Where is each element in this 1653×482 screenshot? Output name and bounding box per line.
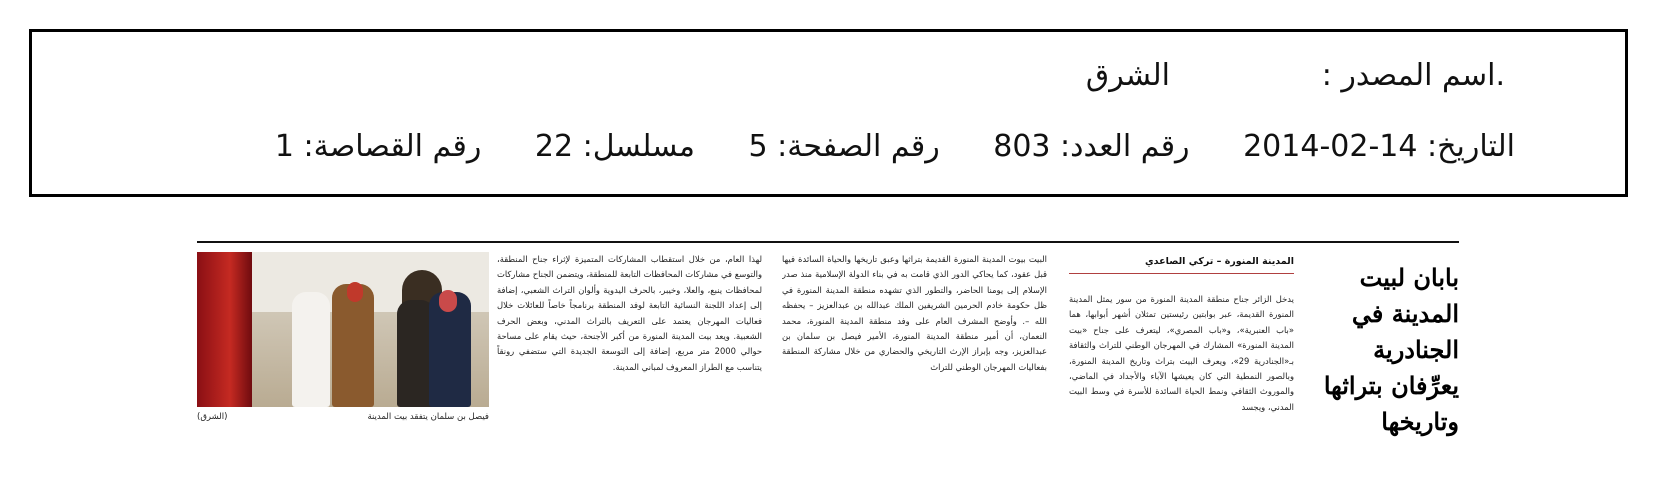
article-byline: المدينة المنورة – تركي الصاعدي [1069, 256, 1294, 274]
source-name: الشرق [1085, 58, 1170, 93]
metadata-row [231, 129, 1515, 165]
photo-credit: (الشرق) [197, 412, 228, 422]
date-field: التاريخ: 14-02-2014 [1243, 129, 1515, 164]
serial-field: مسلسل: 22 [534, 129, 695, 164]
article-photo [197, 252, 489, 407]
page-field: رقم الصفحة: 5 [748, 129, 940, 164]
divider [197, 241, 1459, 243]
source-label: .اسم المصدر : [1321, 58, 1505, 93]
article-column-1: يدخل الزائر جناح منطقة المدينة المنورة من سور يمثل المدينة المنورة القديمة، عبر بوابتين رئيستين تمثلان أشهر أبوابها، هما «باب العنبرية»، و«باب المصري»، ليتعرف على جناح «بيت المدينة المنورة» المشارك في المهرجان الوطني للتراث والثقافة بـ«الجنادرية 29»، ويعرف البيت بتراث وتاريخ المدينة المنورة، وبالصور النمطية التي كان يعيشها الآباء والأجداد في الماضي، والموروث الثقافي ونمط الحياة السائدة للأسرة في وسط البيت المدني، ويجسد [1069, 294, 1294, 412]
article-column-3: لهذا العام، من خلال استقطاب المشاركات المتميزة لإثراء جناح المنطقة، والتوسع في مشاركات المحافظات التابعة للمنطقة، ويتضمن الجناح مشاركات لمحافظات ينبع، والعلا، وخيبر، بالحرف اليدوية وألوان التراث الشعبي، إضافة إلى إعداد اللجنة النسائية التابعة لوفد المنطقة برنامجاً خاصاً للعائلات خلال فعاليات المهرجان يعتمد على التعريف بالتراث المدني، وبعض الحرف الشعبية. ويعد بيت المدينة المنورة من أكبر الأجنحة، حيث يقام على مساحة حوالي 2000 متر مربع، إضافة إلى التوسعة الجديدة التي ستضفي رونقاً يتناسب مع الطراز المعروف لمباني المدينة. [497, 254, 762, 372]
photo-caption-row [197, 412, 489, 422]
issue-field: رقم العدد: 803 [993, 129, 1190, 164]
clip-field: رقم القصاصة: 1 [274, 129, 482, 164]
article-headline: بابان لبيت المدينة في الجنادرية يعرِّفان بتراثها وتاريخها [1323, 263, 1459, 436]
article-column-2: البيت بيوت المدينة المنورة القديمة بتراثها وعبق تاريخها والحياة السائدة فيها قبل عقود، كما يحاكي الدور الذي قامت به في بناء الدولة الإسلامية منذ صدر الإسلام إلى يومنا الحاضر، والتطور الذي تشهده منطقة المدينة المنورة في ظل حكومة خادم الحرمين الشريفين الملك عبدالله بن عبدالعزيز – يحفظه الله –. وأوضح المشرف العام على وفد منطقة المدينة المنورة، محمد النعمان، أن أمير منطقة المدينة المنورة، الأمير فيصل بن سلمان بن عبدالعزيز، وجه بإبراز الإرث التاريخي والحضاري من خلال مشاركة المنطقة بفعاليات المهرجان الوطني للتراث [782, 254, 1047, 372]
photo-caption: فيصل بن سلمان يتفقد بيت المدينة [367, 412, 489, 422]
news-article [197, 252, 1459, 457]
document-header [29, 29, 1628, 197]
